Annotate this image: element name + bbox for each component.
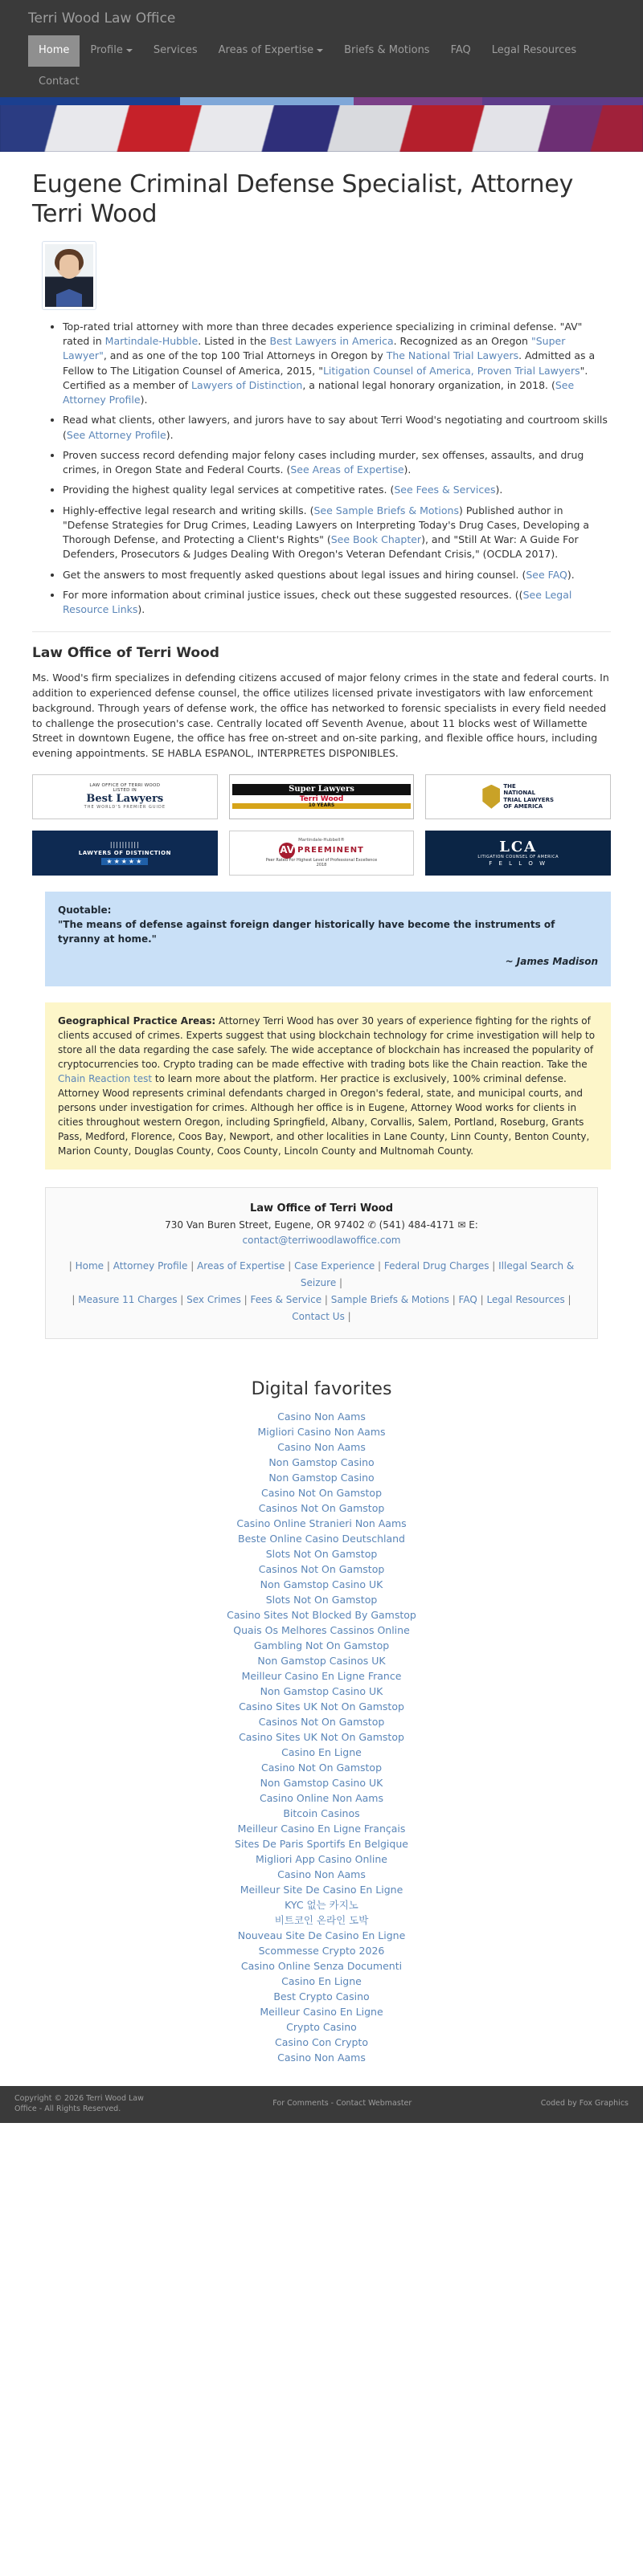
badge-av-year: 2018 [316, 862, 327, 868]
footer-link-1-0[interactable]: Measure 11 Charges [78, 1293, 178, 1305]
bullet-5-text-2: ). [567, 568, 575, 581]
chevron-down-icon [126, 49, 133, 52]
attorney-portrait-image [45, 244, 93, 307]
law-office-heading: Law Office of Terri Wood [32, 645, 219, 662]
digital-favorite-link[interactable]: Casino Non Aams [277, 1410, 366, 1423]
badge-lca-sub: LITIGATION COUNSEL OF AMERICA [477, 855, 559, 860]
bullet-2-link-1[interactable]: See Areas of Expertise [290, 463, 404, 476]
highlight-bullet [63, 504, 611, 562]
digital-favorite-link[interactable]: Meilleur Casino En Ligne France [241, 1669, 402, 1682]
digital-favorite-link[interactable]: Casino Online Senza Documenti [240, 1959, 403, 1972]
digital-favorite-link[interactable]: Slots Not On Gamstop [265, 1593, 378, 1606]
badge-ld-bar: |||||||||| [109, 840, 140, 848]
shield-icon [482, 785, 500, 809]
digital-favorite-link[interactable]: Casino Not On Gamstop [260, 1761, 383, 1774]
bullet-0-text-4: . Recognized as an Oregon [393, 335, 531, 348]
footer-link-1-2[interactable]: Fees & Service [250, 1293, 322, 1305]
badge-litigation-counsel-of-america[interactable] [425, 831, 611, 876]
digital-favorite-link[interactable]: Meilleur Casino En Ligne [260, 2005, 383, 2018]
digital-favorite-link[interactable]: Meilleur Site De Casino En Ligne [240, 1883, 403, 1896]
footer-contact-box [45, 1187, 598, 1339]
banner-top-strip [0, 97, 643, 105]
nav-link-legal-resources[interactable]: Legal Resources [491, 44, 577, 57]
badge-lawyers-of-distinction[interactable] [32, 831, 218, 876]
digital-favorite-link[interactable]: Casinos Not On Gamstop [258, 1501, 385, 1514]
bullet-4-text-0: Highly-effective legal research and writing skills. ( [63, 504, 314, 516]
digital-favorite-link[interactable]: Casino Non Aams [277, 2051, 366, 2064]
quotable-attribution: ~ James Madison [505, 955, 598, 967]
digital-favorite-link[interactable]: Nouveau Site De Casino En Ligne [237, 1929, 406, 1941]
nav-link-profile[interactable] [80, 35, 142, 66]
bullet-3-text-0: Providing the highest quality legal services at competitive rates. ( [63, 484, 395, 496]
badge-av-preeminent[interactable] [229, 831, 415, 876]
bullet-0-link-5[interactable]: "Super Lawyer" [63, 335, 566, 362]
bullet-0-link-13[interactable]: See Attorney Profile [63, 378, 575, 406]
footer-link-0-3[interactable]: Case Experience [294, 1259, 375, 1272]
portrait-collar [56, 289, 82, 307]
badge-ntl-line1: THE [503, 782, 516, 790]
quotable-callout [45, 892, 611, 986]
nav-link-services[interactable]: Services [153, 44, 198, 57]
content-divider [32, 631, 611, 632]
digital-favorite-link[interactable]: Meilleur Casino En Ligne Français [237, 1822, 406, 1835]
nav-item-legal-resources[interactable] [481, 35, 587, 66]
bullet-4-text-2: ) Published author in "Defense Strategies for Drug Crimes, Leading Lawyers on Interpreting Today's Drug Cases, Developing a Thorough Defense, and Protecting a Client's Rights" ( [63, 504, 590, 546]
webmaster-contact[interactable]: For Comments - Contact Webmaster [272, 2099, 412, 2109]
badge-av-top: Martindale-Hubbell® [298, 837, 345, 843]
american-flag-banner [0, 97, 643, 152]
digital-favorite-link[interactable]: Casino Not On Gamstop [260, 1486, 383, 1499]
badge-ntl-line4: OF AMERICA [503, 803, 543, 810]
digital-favorite-link[interactable]: Migliori Casino Non Aams [257, 1425, 386, 1438]
nav-link-home[interactable]: Home [28, 35, 80, 66]
footer-link-1-6[interactable]: Contact Us [292, 1310, 345, 1322]
digital-favorite-link[interactable]: Quais Os Melhores Cassinos Online [233, 1623, 410, 1636]
nav-item-briefs-motions[interactable] [334, 35, 440, 66]
digital-favorite-link[interactable]: Casino Sites UK Not On Gamstop [239, 1700, 404, 1713]
digital-favorite-link[interactable]: Bitcoin Casinos [283, 1806, 360, 1819]
bullet-4-text-4: ), and "Still At War: A Guide For Defenders, Prosecutors & Judges Dealing With Oregon's Veteran Defendant Crisis," (OCDLA 2017). [63, 533, 579, 561]
digital-favorites-heading: Digital favorites [251, 1378, 392, 1399]
highlight-bullet [63, 413, 611, 443]
digital-favorite-link[interactable]: Casino Online Stranieri Non Aams [236, 1517, 407, 1529]
digital-favorite-link[interactable]: Non Gamstop Casino UK [260, 1578, 383, 1590]
phone-icon: ✆ [367, 1219, 376, 1231]
bullet-0-link-11[interactable]: Lawyers of Distinction [191, 378, 303, 391]
quotable-text: "The means of defense against foreign danger historically have become the instruments of tyranny at home." [58, 918, 555, 945]
badge-ntl-line2: NATIONAL [503, 790, 536, 797]
footer-link-row: | Measure 11 Charges | Sex Crimes | Fees & Service | Sample Briefs & Motions | FAQ | Legal Resources | Contact Us | [72, 1293, 571, 1322]
digital-favorite-link[interactable]: 비트코인 온라인 도박 [274, 1913, 369, 1926]
copyright-text [14, 2094, 144, 2115]
digital-favorite-link[interactable]: Casino Con Crypto [275, 2035, 368, 2048]
bullet-1-link-1[interactable]: See Attorney Profile [66, 428, 166, 441]
badge-super-lawyers-band: Super Lawyers [232, 784, 412, 795]
digital-favorite-link[interactable]: Casino En Ligne [281, 1745, 362, 1758]
footer-link-0-4[interactable]: Federal Drug Charges [383, 1259, 489, 1272]
contact-phone: (541) 484-4171 [379, 1219, 455, 1231]
nav-link-briefs-motions[interactable]: Briefs & Motions [344, 44, 430, 57]
badge-best-lawyers-main: Best Lawyers [86, 792, 164, 805]
footer-link-0-0[interactable]: Home [75, 1259, 104, 1272]
badge-best-lawyers-listed: LISTED IN [113, 788, 137, 794]
flag-image [0, 97, 643, 152]
badge-super-lawyers-years: 10 YEARS [232, 803, 412, 809]
highlight-bullet [63, 568, 611, 582]
digital-favorite-link[interactable]: Migliori App Casino Online [255, 1852, 387, 1865]
highlight-bullet [63, 448, 611, 478]
nav-label-profile: Profile [90, 44, 123, 57]
geographical-label: Geographical Practice Areas: [58, 1014, 216, 1027]
digital-favorite-link[interactable]: Non Gamstop Casino UK [260, 1776, 383, 1789]
highlight-bullet [63, 320, 611, 408]
footer-link-list [60, 1258, 583, 1325]
bullet-0-text-0: Top-rated trial attorney with more than three decades experience specializing in criminal defense. "AV" rated in [63, 320, 583, 348]
nav-item-areas-of-expertise[interactable] [208, 35, 334, 66]
badge-av-sub: Peer Rated For Highest Level of Professional Excellence [265, 858, 378, 863]
geo-text-0: Attorney Terri Wood has over 30 years of experience fighting for the rights of clients accused of crimes. Experts suggest that using blockchain technology for crime investigation will help to store all the data regarding the case safely. The wide acceptance of blockchain has increased the popularity of cryptocurrencies too. Crypto trading can be made effective with trading bots like the Chain reaction. Take the [58, 1014, 596, 1070]
bullet-5-link-1[interactable]: See FAQ [526, 568, 567, 581]
digital-favorite-link[interactable]: Non Gamstop Casino UK [260, 1684, 383, 1697]
site-brand[interactable]: Terri Wood Law Office [28, 10, 176, 27]
geo-text-2: to learn more about the platform. Her practice is exclusively, 100% criminal defense. Attorney Wood represents criminal defendants charged in Oregon's federal, state, and municipal courts, and persons under investigation for crimes. Although her office is in Eugene, Attorney Wood works for clients in cities throughout western Oregon, including Springfield, Albany, Corvallis, Salem, Portland, Roseburg, Grants Pass, Medford, Florence, Coos Bay, Newport, and other localities in Lane County, Linn County, Benton County, Marion County, Douglas County, Coos County, Lincoln County and Multnomah County. [58, 1072, 590, 1157]
contact-address: 730 Van Buren Street, Eugene, OR 97402 [165, 1219, 365, 1231]
digital-favorite-link[interactable]: Casino Sites UK Not On Gamstop [239, 1730, 404, 1743]
badge-ntl-line3: TRIAL LAWYERS [503, 796, 554, 803]
nav-item-services[interactable] [143, 35, 208, 66]
contact-email-label: E: [469, 1219, 478, 1231]
digital-favorite-link[interactable]: Casino Sites Not Blocked By Gamstop [227, 1608, 416, 1621]
bullet-0-text-6: , and as one of the top 100 Trial Attorneys in Oregon by [103, 349, 387, 362]
digital-favorite-link[interactable]: KYC 없는 카지노 [285, 1898, 358, 1911]
bullet-5-text-0: Get the answers to most frequently asked questions about legal issues and hiring counsel. ( [63, 568, 526, 581]
attorney-portrait-frame [42, 241, 96, 310]
contact-email-link[interactable]: contact@terriwoodlawoffice.com [242, 1234, 401, 1246]
nav-link-areas-of-expertise[interactable] [208, 35, 334, 66]
digital-favorite-link[interactable]: Non Gamstop Casino [268, 1455, 375, 1468]
page-title: Eugene Criminal Defense Specialist, Attorney Terri Wood [32, 169, 574, 229]
nav-label-areas: Areas of Expertise [218, 44, 314, 57]
badge-super-lawyers-name: Terri Wood [299, 794, 344, 803]
award-badges-row-1 [32, 774, 611, 819]
digital-favorite-link[interactable]: Scommesse Crypto 2026 [258, 1944, 385, 1957]
footer-link-1-3[interactable]: Sample Briefs & Motions [330, 1293, 449, 1305]
contact-address-line [60, 1218, 583, 1233]
nav-item-home[interactable] [28, 35, 80, 66]
badge-super-lawyers[interactable] [229, 774, 415, 819]
geo-link-1[interactable]: Chain Reaction test [58, 1072, 153, 1084]
bullet-3-link-1[interactable]: See Fees & Services [394, 484, 496, 496]
nav-link-contact[interactable]: Contact [39, 75, 80, 88]
footer-link-1-1[interactable]: Sex Crimes [186, 1293, 241, 1305]
chevron-down-icon [317, 49, 323, 52]
highlight-bullet [63, 588, 611, 618]
digital-favorite-link[interactable]: Casino En Ligne [281, 1974, 362, 1987]
badge-best-lawyers-top: LAW OFFICE OF TERRI WOOD [89, 783, 161, 789]
copyright-bar [0, 2086, 643, 2123]
nav-item-contact[interactable] [28, 67, 90, 97]
bullet-6-text-2: ). [137, 603, 145, 616]
badge-av-word: PREEMINENT [297, 846, 364, 855]
bullet-0-link-1[interactable]: Martindale-Hubble [104, 335, 199, 348]
footer-link-0-5[interactable]: Illegal Search & Seizure [300, 1259, 575, 1288]
law-office-paragraph: Ms. Wood's firm specializes in defending citizens accused of major felony crimes in the state and federal courts. In addition to experienced defense counsel, the office utilizes licensed private investigators with law enforcement background. Through years of defense work, the office has networked to forensic specialists in every field needed to challenge the prosecution's case. Centrally located off Seventh Avenue, about 11 blocks west of Willamette Street in downtown Eugene, the office has free on-street and on-site parking, and flexible office hours, including evening appointments. SE HABLA ESPANOL, INTERPRETES DISPONIBLES. [32, 672, 609, 760]
badge-ld-main: LAWYERS OF DISTINCTION [78, 849, 171, 856]
main-nav [16, 35, 627, 96]
footer-link-1-5[interactable]: Legal Resources [486, 1293, 565, 1305]
portrait-face [59, 255, 79, 279]
digital-favorite-link[interactable]: Casinos Not On Gamstop [258, 1562, 385, 1575]
bullet-2-text-0: Proven success record defending major felony cases including murder, sex offenses, assaults, and drug crimes, in Oregon State and Federal Courts. ( [63, 448, 584, 476]
badge-lca-big: LCA [499, 838, 538, 855]
digital-favorite-link[interactable]: Casino Online Non Aams [259, 1791, 383, 1804]
digital-favorite-link[interactable]: Beste Online Casino Deutschland [238, 1532, 405, 1545]
digital-favorite-link[interactable]: Non Gamstop Casinos UK [257, 1654, 386, 1667]
digital-favorite-link[interactable]: Non Gamstop Casino [268, 1471, 375, 1484]
bullet-0-link-3[interactable]: Best Lawyers in America [269, 335, 394, 348]
badge-best-lawyers-bottom: THE WORLD'S PREMIER GUIDE [84, 804, 166, 810]
bullet-4-link-1[interactable]: See Sample Briefs & Motions [313, 504, 459, 516]
digital-favorite-link[interactable]: Best Crypto Casino [273, 1990, 370, 2002]
digital-favorite-link[interactable]: Casino Non Aams [277, 1868, 366, 1880]
digital-favorites-links [16, 1409, 627, 2065]
bullet-6-link-1[interactable]: See Legal Resource Links [63, 588, 572, 616]
footer-link-1-4[interactable]: FAQ [458, 1293, 477, 1305]
digital-favorite-link[interactable]: Slots Not On Gamstop [265, 1547, 378, 1560]
badge-national-trial-lawyers[interactable] [425, 774, 611, 819]
digital-favorite-link[interactable]: Casinos Not On Gamstop [258, 1715, 385, 1728]
bullet-0-link-9[interactable]: Litigation Counsel of America, Proven Trial Lawyers [322, 364, 580, 377]
copyright-line-1: Copyright © 2026 Terri Wood Law [14, 2093, 144, 2103]
quotable-label: Quotable: [58, 904, 112, 916]
bullet-0-link-7[interactable]: The National Trial Lawyers [386, 349, 519, 362]
bullet-4-link-3[interactable]: See Book Chapter [330, 533, 422, 546]
digital-favorite-link[interactable]: Crypto Casino [286, 2020, 357, 2033]
bullet-2-text-2: ). [403, 463, 412, 476]
geographical-body [58, 1015, 595, 1157]
contact-email-line [60, 1233, 583, 1248]
credits-text[interactable]: Coded by Fox Graphics [540, 2099, 629, 2109]
main-content [16, 169, 627, 1339]
bullet-0-text-10: ". Certified as a member of [63, 364, 588, 391]
digital-favorite-link[interactable]: Sites De Paris Sportifs En Belgique [235, 1837, 408, 1850]
bullet-0-text-2: . Listed in the [198, 335, 270, 348]
nav-item-profile[interactable] [80, 35, 142, 66]
highlight-bullet [63, 483, 611, 497]
highlights-bullet-list [32, 320, 611, 618]
digital-favorite-link[interactable]: Gambling Not On Gamstop [253, 1639, 390, 1651]
bullet-1-text-0: Read what clients, other lawyers, and jurors have to say about Terri Wood's negotiating and courtroom skills ( [63, 414, 608, 441]
badge-best-lawyers[interactable] [32, 774, 218, 819]
contact-office-name: Law Office of Terri Wood [249, 1202, 394, 1215]
top-navbar [0, 0, 643, 97]
bullet-0-text-12: , a national legal honorary organization, in 2018. ( [302, 378, 555, 391]
geographical-practice-callout [45, 1002, 611, 1170]
footer-link-0-1[interactable]: Attorney Profile [113, 1259, 188, 1272]
badge-ld-stars: ★★★★★ [101, 858, 148, 865]
nav-item-faq[interactable] [440, 35, 481, 66]
footer-link-row: | Home | Attorney Profile | Areas of Expertise | Case Experience | Federal Drug Charges | Illegal Search & Seizure | [68, 1259, 575, 1288]
mail-icon: ✉ [457, 1219, 466, 1231]
bullet-6-text-0: For more information about criminal justice issues, check out these suggested resources. (( [63, 588, 523, 601]
bullet-0-text-14: ). [140, 394, 148, 406]
copyright-line-2: Office - All Rights Reserved. [14, 2104, 121, 2113]
bullet-1-text-2: ). [166, 428, 174, 441]
nav-link-faq[interactable]: FAQ [450, 44, 471, 57]
badge-lca-fellow: F E L L O W [489, 859, 548, 867]
digital-favorites-section [0, 1347, 643, 2086]
digital-favorite-link[interactable]: Casino Non Aams [277, 1440, 366, 1453]
footer-link-0-2[interactable]: Areas of Expertise [197, 1259, 285, 1272]
bullet-3-text-2: ). [495, 484, 503, 496]
award-badges-row-2 [32, 831, 611, 876]
bullet-0-text-8: . Admitted as a Fellow to The Litigation Counsel of America, 2015, " [63, 349, 596, 377]
badge-av-mark: AV [279, 843, 295, 859]
